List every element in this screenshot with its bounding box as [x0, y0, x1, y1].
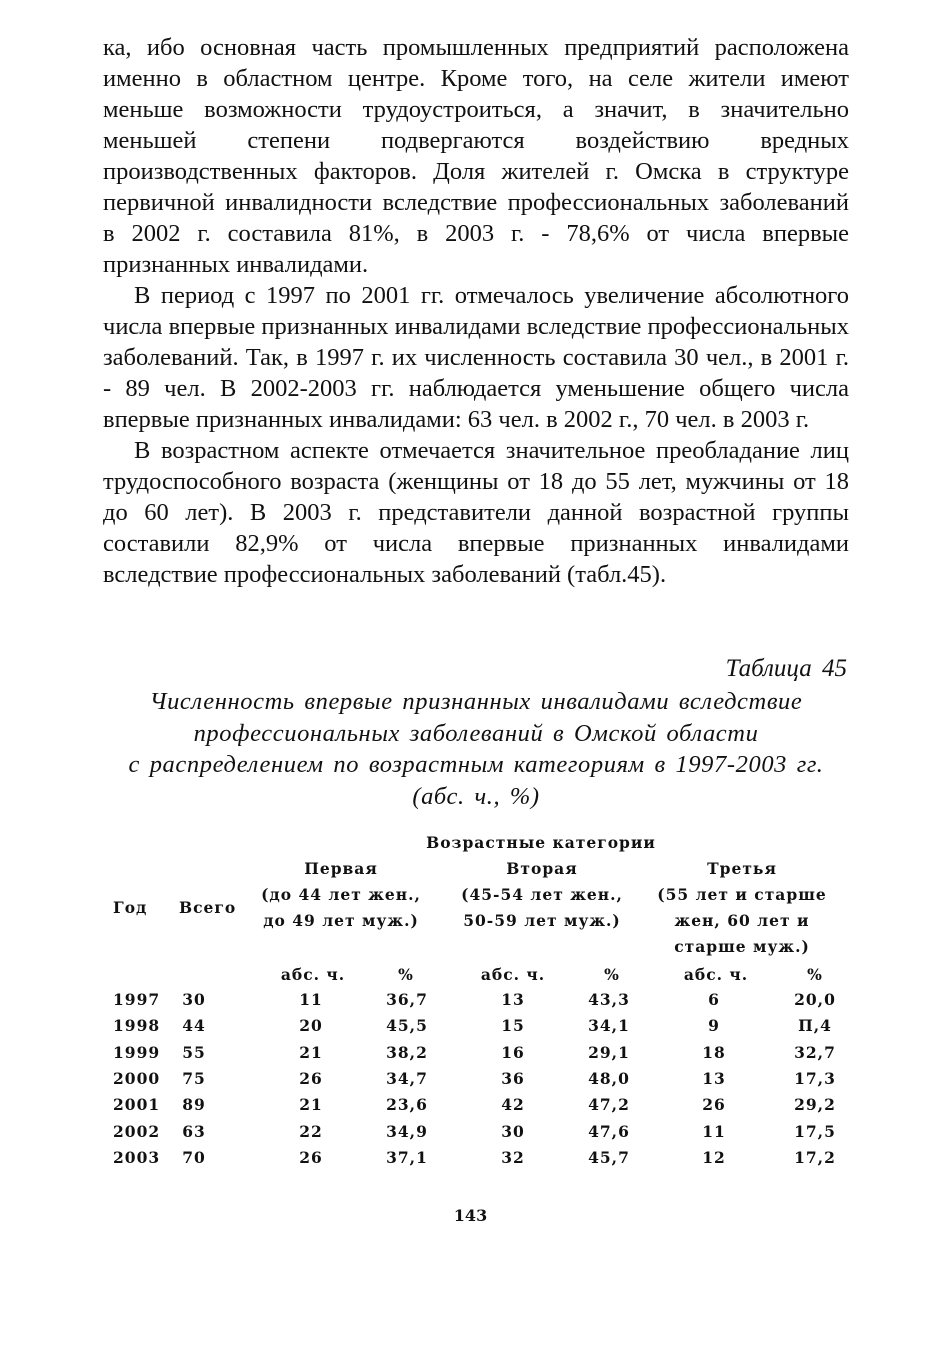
cell-cat1-abs: 20: [299, 1016, 323, 1036]
sub-header-pct-1: %: [398, 965, 414, 984]
cell-cat1-pct: 34,9: [386, 1121, 428, 1141]
cell-cat3-pct: 17,5: [794, 1121, 836, 1141]
cell-cat1-pct: 37,1: [386, 1147, 428, 1167]
cell-cat2-pct: 43,3: [588, 990, 630, 1009]
sub-header-abs-3: абс. ч.: [683, 965, 749, 984]
category-1-range-1: (до 44 лет жен.,: [261, 885, 421, 904]
cell-year: 2001: [113, 1095, 161, 1115]
cell-cat3-pct: П,4: [798, 1016, 832, 1036]
category-3-range-2: жен, 60 лет и: [674, 911, 810, 930]
cell-cat2-pct: 34,1: [588, 1016, 630, 1036]
category-2-range-2: 50-59 лет муж.): [463, 911, 621, 930]
cell-total: 30: [182, 990, 206, 1009]
cell-cat2-pct: 47,6: [588, 1121, 630, 1141]
cell-cat2-abs: 30: [501, 1121, 525, 1141]
cell-cat2-pct: 29,1: [588, 1042, 630, 1062]
cell-cat3-abs: 11: [702, 1121, 726, 1141]
cell-cat2-pct: 45,7: [588, 1147, 630, 1167]
cell-cat2-pct: 47,2: [588, 1095, 630, 1115]
category-1-range-2: до 49 лет муж.): [263, 911, 419, 930]
page-number: 143: [453, 1206, 488, 1225]
cell-total: 55: [182, 1042, 206, 1062]
cell-cat1-pct: 45,5: [386, 1016, 428, 1036]
cell-cat3-pct: 17,3: [794, 1068, 836, 1088]
body-text: [103, 32, 849, 590]
category-1-name: Первая: [304, 859, 378, 878]
caption-line-2: профессиональных заболеваний в Омской области: [193, 719, 759, 747]
cell-total: 63: [182, 1121, 206, 1141]
header-year: Год: [113, 898, 148, 917]
cell-cat1-pct: 38,2: [386, 1042, 428, 1062]
cell-cat3-abs: 26: [702, 1095, 726, 1115]
category-3-name: Третья: [707, 859, 777, 878]
cell-cat3-pct: 29,2: [794, 1095, 836, 1115]
cell-cat3-abs: 13: [702, 1068, 726, 1088]
table-label: Таблица 45: [725, 655, 847, 682]
paragraph-3: В возрастном аспекте отмечается значительное преобладание лиц трудоспособного возраста (женщины от 18 до 55 лет, мужчины от 18 до 60 лет). В 2003 г. представители данной возрастной группы составили 82,9% от числа впервые признанных инвалидами вследствие профессиональных заболеваний (табл.45).: [103, 437, 849, 588]
group-header: Возрастные категории: [426, 833, 656, 852]
header-total: Всего: [179, 898, 237, 917]
cell-total: 70: [182, 1147, 206, 1167]
cell-cat3-abs: 12: [702, 1147, 726, 1167]
sub-header-abs-2: абс. ч.: [480, 965, 546, 984]
sub-header-abs-1: абс. ч.: [280, 965, 346, 984]
cell-year: 2000: [113, 1068, 161, 1088]
sub-header-pct-2: %: [604, 965, 620, 984]
cell-cat1-abs: 21: [299, 1042, 323, 1062]
cell-total: 44: [182, 1016, 206, 1036]
sub-header-pct-3: %: [807, 965, 823, 984]
paragraph-2: В период с 1997 по 2001 гг. отмечалось увеличение абсолютного числа впервые признанных инвалидами вследствие профессиональных заболеваний. Так, в 1997 г. их численность составила 30 чел., в 2001 г. - 89 чел. В 2002-2003 гг. наблюдается уменьшение общего числа впервые признанных инвалидами: 63 чел. в 2002 г., 70 чел. в 2003 г.: [103, 282, 849, 433]
cell-year: 1997: [113, 990, 161, 1009]
cell-year: 2003: [113, 1147, 161, 1167]
caption-line-3: с распределением по возрастным категориям в 1997-2003 гг.: [128, 751, 824, 778]
cell-year: 1998: [113, 1016, 161, 1036]
cell-cat2-abs: 15: [501, 1016, 525, 1036]
cell-cat1-abs: 26: [299, 1068, 323, 1088]
cell-total: 89: [182, 1095, 206, 1115]
cell-cat1-pct: 23,6: [386, 1095, 428, 1115]
cell-cat1-abs: 11: [299, 990, 323, 1009]
paragraph-1: ка, ибо основная часть промышленных предприятий расположена именно в областном центре. Кроме того, на селе жители имеют меньше возможности трудоустроиться, а значит, в значительно меньшей степени подвергаются воздействию вредных производственных факторов. Доля жителей г. Омска в структуре первичной инвалидности вследствие профессиональных заболеваний в 2002 г. составила 81%, в 2003 г. - 78,6% от числа впервые признанных инвалидами.: [103, 34, 849, 278]
cell-cat2-abs: 42: [501, 1095, 525, 1115]
cell-cat3-pct: 32,7: [794, 1042, 836, 1062]
cell-cat3-abs: 9: [708, 1016, 720, 1036]
category-3-range-3: старше муж.): [674, 937, 810, 956]
table-caption: [95, 686, 857, 812]
category-2-name: Вторая: [506, 859, 578, 878]
caption-line-1: Численность впервые признанных инвалидами вследствие: [149, 688, 803, 715]
cell-year: 1999: [113, 1042, 161, 1062]
cell-cat2-pct: 48,0: [588, 1068, 630, 1088]
cell-cat1-abs: 26: [299, 1147, 323, 1167]
cell-total: 75: [182, 1068, 206, 1088]
cell-year: 2002: [113, 1121, 161, 1141]
cell-cat2-abs: 36: [501, 1068, 525, 1088]
cell-cat2-abs: 32: [501, 1147, 525, 1167]
cell-cat1-abs: 22: [299, 1121, 323, 1141]
cell-cat2-abs: 13: [501, 990, 525, 1009]
cell-cat3-abs: 6: [708, 990, 720, 1009]
cell-cat2-abs: 16: [501, 1042, 525, 1062]
cell-cat3-abs: 18: [702, 1042, 726, 1062]
cell-cat3-pct: 17,2: [794, 1147, 836, 1167]
cell-cat1-pct: 36,7: [386, 990, 428, 1009]
cell-cat3-pct: 20,0: [794, 990, 836, 1009]
category-3-range-1: (55 лет и старше: [657, 885, 827, 904]
cell-cat1-pct: 34,7: [386, 1068, 428, 1088]
category-2-range-1: (45-54 лет жен.,: [461, 885, 623, 904]
caption-line-4: (абс. ч., %): [412, 782, 540, 810]
cell-cat1-abs: 21: [299, 1095, 323, 1115]
